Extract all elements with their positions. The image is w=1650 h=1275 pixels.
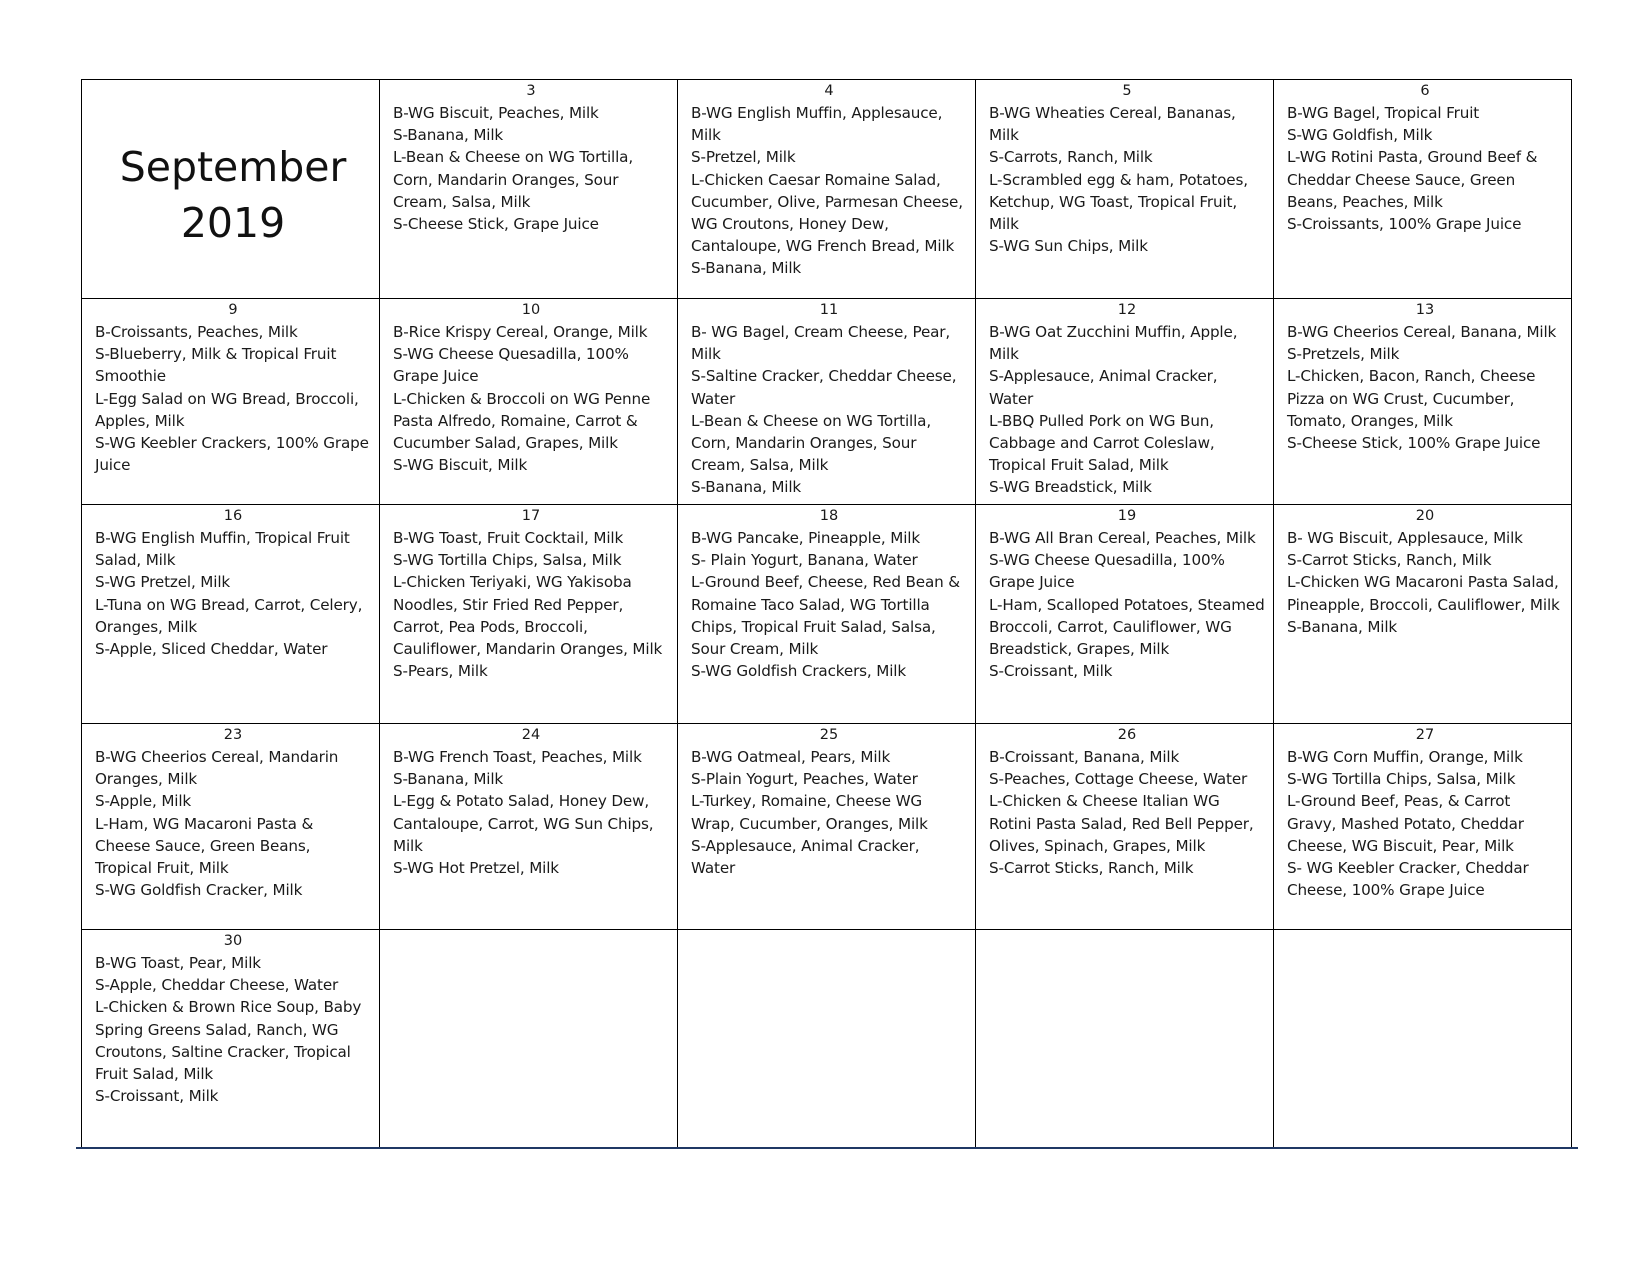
menu-item: S-Banana, Milk [691, 478, 802, 497]
empty-day-cell [380, 930, 678, 1149]
day-cell [1274, 299, 1572, 505]
menu-item: L-Chicken & Broccoli on WG Penne Pasta Alfredo, Romaine, Carrot & Cucumber Salad, Grapes, Milk [393, 389, 651, 453]
menu-item: B- WG Biscuit, Applesauce, Milk [1287, 529, 1523, 547]
menu-item: B-WG English Muffin, Tropical Fruit Salad, Milk [95, 529, 350, 570]
menu-item: S-Blueberry, Milk & Tropical Fruit Smoothie [95, 345, 337, 386]
menu-item: S-Cheese Stick, 100% Grape Juice [1287, 434, 1541, 453]
day-cell [976, 80, 1274, 299]
menu-item: L-Turkey, Romaine, Cheese WG Wrap, Cucumber, Oranges, Milk [691, 792, 928, 833]
calendar-title [95, 139, 371, 251]
calendar-week-row [82, 80, 1572, 299]
menu-item: S- Plain Yogurt, Banana, Water [691, 551, 918, 570]
calendar-week-row [82, 299, 1572, 505]
menu-item: L-Ham, Scalloped Potatoes, Steamed Broccoli, Carrot, Cauliflower, WG Breadstick, Grapes, Milk [989, 595, 1265, 659]
menu-item: L-Chicken, Bacon, Ranch, Cheese Pizza on WG Crust, Cucumber, Tomato, Oranges, Milk [1287, 367, 1536, 430]
menu-item: L-Bean & Cheese on WG Tortilla, Corn, Mandarin Oranges, Sour Cream, Salsa, Milk [691, 411, 932, 475]
menu-item: S-Carrot Sticks, Ranch, Milk [1287, 551, 1492, 570]
day-number: 26 [1117, 727, 1137, 743]
month-label: September [119, 142, 347, 191]
menu-item: S-Saltine Cracker, Cheddar Cheese, Water [691, 367, 957, 408]
day-number: 23 [223, 727, 243, 743]
day-cell [678, 724, 976, 930]
menu-item: S-Applesauce, Animal Cracker, Water [691, 836, 920, 878]
day-cell [976, 724, 1274, 930]
menu-item: L-Chicken WG Macaroni Pasta Salad, Pineapple, Broccoli, Cauliflower, Milk [1287, 573, 1560, 614]
day-number: 3 [526, 83, 536, 99]
menu-item: L-Tuna on WG Bread, Carrot, Celery, Oranges, Milk [95, 595, 363, 636]
menu-item: L-WG Rotini Pasta, Ground Beef & Cheddar Cheese Sauce, Green Beans, Peaches, Milk [1287, 148, 1538, 211]
menu-item: S-Pears, Milk [393, 662, 488, 681]
menu-item: S-WG Sun Chips, Milk [989, 237, 1148, 256]
day-number: 6 [1420, 83, 1430, 99]
calendar-title-cell [82, 80, 380, 299]
day-number: 16 [223, 508, 243, 524]
day-cell [678, 299, 976, 505]
menu-item: B-WG Toast, Pear, Milk [95, 954, 261, 972]
menu-item: B-WG All Bran Cereal, Peaches, Milk [989, 529, 1256, 547]
menu-item: S-Applesauce, Animal Cracker, Water [989, 367, 1218, 408]
day-number: 11 [819, 302, 839, 318]
menu-item: S-Cheese Stick, Grape Juice [393, 215, 599, 234]
menu-item: S-WG Pretzel, Milk [95, 573, 231, 592]
menu-item: S-Banana, Milk [393, 770, 504, 789]
menu-item: S-Pretzel, Milk [691, 148, 796, 167]
menu-item: L-Bean & Cheese on WG Tortilla, Corn, Mandarin Oranges, Sour Cream, Salsa, Milk [393, 148, 634, 211]
calendar-week-row [82, 724, 1572, 930]
menu-item: S-WG Breadstick, Milk [989, 478, 1152, 497]
day-number: 10 [521, 302, 541, 318]
menu-item: B-Rice Krispy Cereal, Orange, Milk [393, 323, 648, 341]
menu-item: S-Peaches, Cottage Cheese, Water [989, 770, 1248, 789]
day-number: 9 [228, 302, 238, 318]
menu-item: B-WG Oatmeal, Pears, Milk [691, 748, 891, 766]
day-cell [678, 505, 976, 724]
menu-item: L-Ham, WG Macaroni Pasta & Cheese Sauce, Green Beans, Tropical Fruit, Milk [95, 814, 314, 878]
menu-item: S-Apple, Cheddar Cheese, Water [95, 976, 339, 995]
menu-item: S-Carrot Sticks, Ranch, Milk [989, 859, 1194, 878]
day-cell [678, 80, 976, 299]
day-number: 25 [819, 727, 839, 743]
menu-item: B-WG Oat Zucchini Muffin, Apple, Milk [989, 323, 1238, 364]
menu-item: B-WG Bagel, Tropical Fruit [1287, 104, 1480, 122]
empty-day-cell [1274, 930, 1572, 1149]
menu-item: L-Chicken Teriyaki, WG Yakisoba Noodles, Stir Fried Red Pepper, Carrot, Pea Pods, Broccoli, Cauliflower, Mandarin Oranges, Milk [393, 573, 663, 659]
menu-item: L-Egg Salad on WG Bread, Broccoli, Apples, Milk [95, 389, 359, 430]
day-number: 5 [1122, 83, 1132, 99]
menu-item: S-WG Keebler Crackers, 100% Grape Juice [95, 434, 369, 475]
menu-item: L-Ground Beef, Cheese, Red Bean & Romaine Taco Salad, WG Tortilla Chips, Tropical Fruit Salad, Salsa, Sour Cream, Milk [691, 573, 960, 659]
menu-item: S-Apple, Milk [95, 792, 192, 811]
menu-item: S-WG Biscuit, Milk [393, 456, 528, 475]
menu-item: B-WG Biscuit, Peaches, Milk [393, 104, 599, 122]
menu-item: L-Chicken & Cheese Italian WG Rotini Pasta Salad, Red Bell Pepper, Olives, Spinach, Grapes, Milk [989, 792, 1254, 855]
menu-item: B-WG Pancake, Pineapple, Milk [691, 529, 921, 547]
menu-item: L-Chicken Caesar Romaine Salad, Cucumber, Olive, Parmesan Cheese, WG Croutons, Honey Dew, Cantaloupe, WG French Bread, Milk [691, 170, 963, 256]
menu-item: B-WG Wheaties Cereal, Bananas, Milk [989, 104, 1236, 145]
day-cell [1274, 724, 1572, 930]
menu-item: S-WG Tortilla Chips, Salsa, Milk [393, 551, 622, 570]
day-cell [380, 299, 678, 505]
menu-item: S-Croissant, Milk [989, 662, 1113, 681]
menu-item: B-WG Corn Muffin, Orange, Milk [1287, 748, 1523, 766]
day-cell [380, 505, 678, 724]
day-number: 17 [521, 508, 541, 524]
menu-item: S-WG Goldfish Crackers, Milk [691, 662, 907, 681]
menu-item: S-WG Goldfish Cracker, Milk [95, 881, 303, 900]
menu-item: S-WG Hot Pretzel, Milk [393, 859, 559, 878]
menu-item: L-Chicken & Brown Rice Soup, Baby Spring Greens Salad, Ranch, WG Croutons, Saltine Cracker, Tropical Fruit Salad, Milk [95, 998, 362, 1084]
day-number: 24 [521, 727, 541, 743]
menu-item: S-WG Goldfish, Milk [1287, 126, 1433, 145]
menu-item: S-WG Cheese Quesadilla, 100% Grape Juice [393, 345, 629, 386]
menu-item: B-WG Cheerios Cereal, Mandarin Oranges, Milk [95, 748, 339, 789]
day-cell [1274, 80, 1572, 299]
menu-item: S-Croissant, Milk [95, 1087, 219, 1106]
menu-item: S-Pretzels, Milk [1287, 345, 1400, 364]
day-cell [82, 930, 380, 1149]
menu-item: B-WG Toast, Fruit Cocktail, Milk [393, 529, 624, 547]
menu-item: S- WG Keebler Cracker, Cheddar Cheese, 100% Grape Juice [1287, 859, 1529, 900]
menu-item: S-WG Cheese Quesadilla, 100% Grape Juice [989, 551, 1225, 592]
day-cell [1274, 505, 1572, 724]
day-number: 20 [1415, 508, 1435, 524]
menu-item: L-Scrambled egg & ham, Potatoes, Ketchup, WG Toast, Tropical Fruit, Milk [989, 170, 1248, 234]
day-number: 30 [223, 933, 243, 949]
menu-item: S-Apple, Sliced Cheddar, Water [95, 640, 328, 659]
calendar-week-row [82, 505, 1572, 724]
calendar-week-row [82, 930, 1572, 1149]
menu-item: B-WG Cheerios Cereal, Banana, Milk [1287, 323, 1557, 341]
empty-day-cell [678, 930, 976, 1149]
day-cell [82, 724, 380, 930]
day-cell [380, 80, 678, 299]
empty-day-cell [976, 930, 1274, 1149]
menu-item: S-Carrots, Ranch, Milk [989, 148, 1153, 167]
year-label: 2019 [180, 198, 286, 247]
day-number: 27 [1415, 727, 1435, 743]
day-cell [82, 505, 380, 724]
day-number: 13 [1415, 302, 1435, 318]
day-cell [976, 299, 1274, 505]
day-number: 19 [1117, 508, 1137, 524]
day-cell [976, 505, 1274, 724]
day-number: 4 [824, 83, 834, 99]
menu-item: S-Banana, Milk [691, 259, 802, 278]
day-number: 12 [1117, 302, 1137, 318]
menu-item: S-Banana, Milk [393, 126, 504, 145]
menu-item: L-Ground Beef, Peas, & Carrot Gravy, Mashed Potato, Cheddar Cheese, WG Biscuit, Pear, Milk [1287, 792, 1524, 855]
menu-calendar-grid [81, 79, 1572, 1149]
menu-item: S-Banana, Milk [1287, 617, 1398, 636]
menu-item: B-Croissants, Peaches, Milk [95, 323, 298, 341]
menu-item: S-Croissants, 100% Grape Juice [1287, 215, 1522, 234]
footer-rule [76, 1147, 1578, 1149]
day-number: 18 [819, 508, 839, 524]
menu-item: B-WG English Muffin, Applesauce, Milk [691, 104, 943, 145]
menu-item: B-WG French Toast, Peaches, Milk [393, 748, 642, 766]
day-cell [380, 724, 678, 930]
menu-item: L-BBQ Pulled Pork on WG Bun, Cabbage and Carrot Coleslaw, Tropical Fruit Salad, Milk [989, 411, 1215, 475]
menu-item: L-Egg & Potato Salad, Honey Dew, Cantaloupe, Carrot, WG Sun Chips, Milk [393, 792, 654, 855]
menu-item: B- WG Bagel, Cream Cheese, Pear, Milk [691, 323, 951, 364]
menu-item: B-Croissant, Banana, Milk [989, 748, 1180, 766]
menu-item: S-WG Tortilla Chips, Salsa, Milk [1287, 770, 1516, 789]
day-cell [82, 299, 380, 505]
menu-item: S-Plain Yogurt, Peaches, Water [691, 770, 918, 789]
